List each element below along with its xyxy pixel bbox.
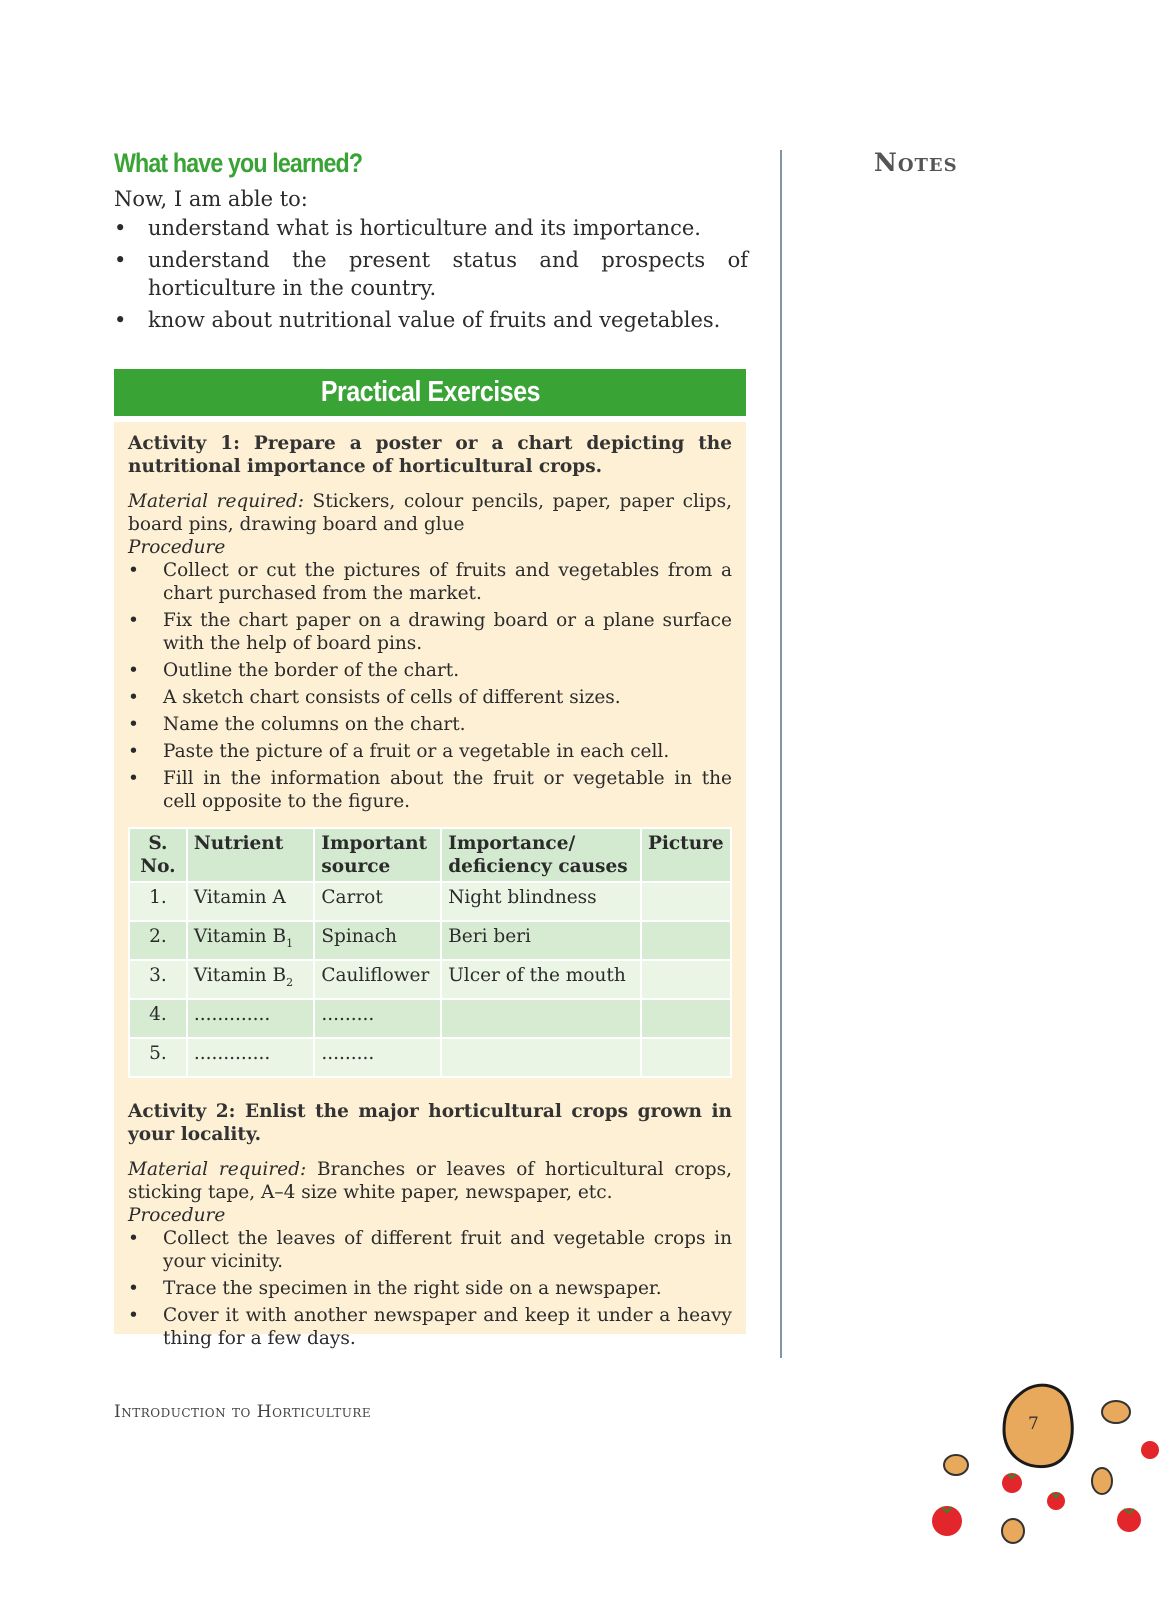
cell-nutrient: Vitamin $B_1$ xyxy=(187,921,315,960)
cell-sno: 1. xyxy=(129,882,187,921)
material-label: Material required: xyxy=(128,491,304,512)
table-row xyxy=(129,882,731,921)
procedure-step: • A sketch chart consists of cells of different sizes. xyxy=(128,686,732,709)
procedure-step: • Cover it with another newspaper and keep it under a heavy thing for a few days. xyxy=(128,1304,732,1350)
material-text: Stickers, colour pencils, paper, paper clips, board pins, drawing board and glue xyxy=(128,491,732,535)
vegetable-decoration xyxy=(920,1370,1176,1600)
header-sno: S. No. xyxy=(129,828,187,882)
tomato-icon xyxy=(1002,1473,1022,1493)
learned-item: • know about nutritional value of fruits and vegetables. xyxy=(114,306,748,334)
cell-nutrient: Vitamin $B_2$ xyxy=(187,960,315,999)
table-row xyxy=(129,960,731,999)
cell-importance: Ulcer of the mouth xyxy=(441,960,641,999)
procedure-step: • Collect the leaves of different fruit and vegetable crops in your vicinity. xyxy=(128,1227,732,1273)
learned-item: • understand the present status and prospects of horticulture in the country. xyxy=(114,246,748,302)
cell-importance: Beri beri xyxy=(441,921,641,960)
cell-importance xyxy=(441,999,641,1038)
learned-item: • understand what is horticulture and its importance. xyxy=(114,214,748,242)
header-nutrient: Nutrient xyxy=(187,828,315,882)
activity-2-steps xyxy=(128,1227,732,1350)
table-row xyxy=(129,921,731,960)
cell-nutrient: ............. xyxy=(187,1038,315,1077)
cell-nutrient: ............. xyxy=(187,999,315,1038)
cell-source: ......... xyxy=(314,999,441,1038)
procedure-step: • Trace the specimen in the right side on a newspaper. xyxy=(128,1277,732,1300)
cell-picture xyxy=(641,999,731,1038)
cell-picture xyxy=(641,960,731,999)
procedure-step: • Outline the border of the chart. xyxy=(128,659,732,682)
procedure-step: • Paste the picture of a fruit or a vegetable in each cell. xyxy=(128,740,732,763)
header-importance: Importance/ deficiency causes xyxy=(441,828,641,882)
column-divider xyxy=(780,150,782,1358)
procedure-step: • Fill in the information about the fruit or vegetable in the cell opposite to the figure. xyxy=(128,767,732,813)
activity-2-title: Activity 2: Enlist the major horticultural crops grown in your locality. xyxy=(128,1101,732,1145)
page-number: 7 xyxy=(1028,1414,1039,1434)
cell-picture xyxy=(641,921,731,960)
cell-source: Spinach xyxy=(314,921,441,960)
cell-picture xyxy=(641,1038,731,1077)
activity-2-procedure-label: Procedure xyxy=(128,1205,226,1226)
potato-icon xyxy=(1002,1519,1024,1543)
cell-nutrient: Vitamin A xyxy=(187,882,315,921)
potato-icon xyxy=(1092,1468,1112,1494)
practical-exercises-box xyxy=(114,422,746,1349)
activity-2-material xyxy=(128,1158,732,1204)
cell-importance xyxy=(441,1038,641,1077)
tomato-icon xyxy=(1047,1492,1065,1510)
table-row xyxy=(129,999,731,1038)
practical-exercises-banner xyxy=(114,369,746,416)
tomato-icon xyxy=(1117,1508,1141,1532)
table-row xyxy=(129,1038,731,1077)
header-picture: Picture xyxy=(641,828,731,882)
cell-sno: 5. xyxy=(129,1038,187,1077)
practical-exercises-title: Practical Exercises xyxy=(320,376,540,408)
material-label: Material required: xyxy=(128,1159,307,1180)
learned-heading: What have you learned? xyxy=(114,148,363,178)
activity-1-material xyxy=(128,490,732,536)
cell-picture xyxy=(641,882,731,921)
cell-sno: 4. xyxy=(129,999,187,1038)
potato-icon xyxy=(1102,1401,1130,1423)
cell-sno: 2. xyxy=(129,921,187,960)
cell-source: Carrot xyxy=(314,882,441,921)
learned-intro: Now, I am able to: xyxy=(114,187,308,211)
tomato-icon xyxy=(932,1506,962,1536)
procedure-step: • Name the columns on the chart. xyxy=(128,713,732,736)
learned-list xyxy=(114,214,748,338)
cell-source: ......... xyxy=(314,1038,441,1077)
cell-source: Cauliflower xyxy=(314,960,441,999)
header-source: Important source xyxy=(314,828,441,882)
procedure-step: • Fix the chart paper on a drawing board or a plane surface with the help of board pins. xyxy=(128,609,732,655)
cell-importance: Night blindness xyxy=(441,882,641,921)
procedure-step: • Collect or cut the pictures of fruits and vegetables from a chart purchased from the market. xyxy=(128,559,732,605)
notes-title: Notes xyxy=(874,148,958,177)
activity-1-title: Activity 1: Prepare a poster or a chart depicting the nutritional importance of horticultural crops. xyxy=(128,433,732,477)
tomato-icon xyxy=(1141,1441,1159,1459)
footer-book-title: Introduction to Horticulture xyxy=(114,1402,372,1422)
activity-1-steps xyxy=(128,559,732,813)
table-header-row xyxy=(129,828,731,882)
activity-1-procedure-label: Procedure xyxy=(128,537,226,558)
material-text: Branches or leaves of horticultural crops, sticking tape, A–4 size white paper, newspaper, etc. xyxy=(128,1159,732,1203)
potato-icon xyxy=(944,1455,968,1475)
cell-sno: 3. xyxy=(129,960,187,999)
nutrient-table xyxy=(128,827,732,1078)
